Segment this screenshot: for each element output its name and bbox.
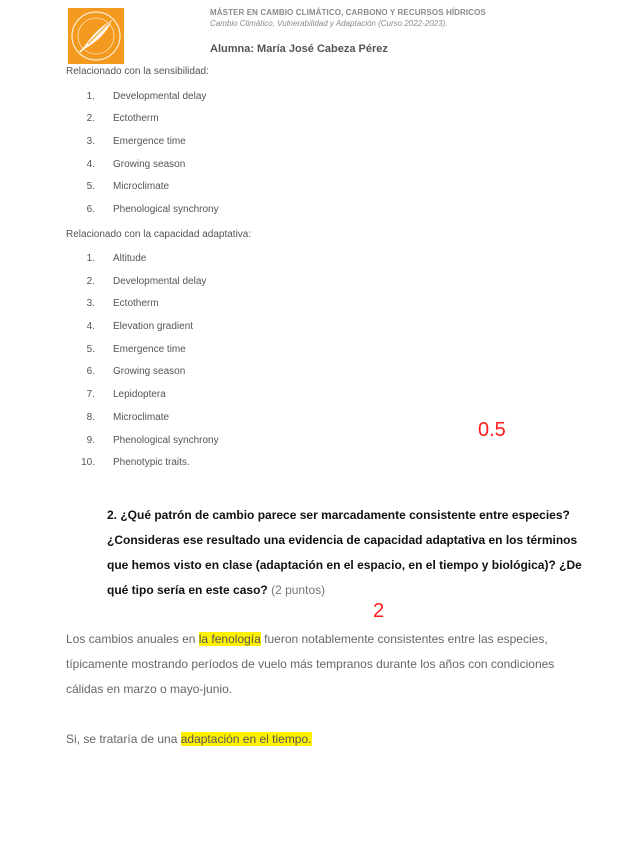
question-text — [107, 503, 597, 603]
answer-paragraph-2 — [66, 727, 586, 752]
feather-emblem-icon — [68, 8, 124, 64]
master-title: MÁSTER EN CAMBIO CLIMÁTICO, CARBONO Y RECURSOS HÍDRICOS — [210, 8, 486, 17]
answer-text: Si, se trataría de una — [66, 732, 181, 746]
course-title: Cambio Climático, Vulnerabilidad y Adaptación (Curso 2022-2023). — [210, 19, 448, 28]
highlighted-term: adaptación en el tiempo. — [180, 732, 312, 746]
answer-text: Los cambios anuales en — [66, 632, 199, 646]
sensitivity-heading: Relacionado con la sensibilidad: — [66, 66, 209, 77]
grade-annotation-second: 2 — [373, 600, 385, 622]
question-points: (2 puntos) — [271, 583, 326, 597]
question-body: 2. ¿Qué patrón de cambio parece ser marcadamente consistente entre especies? ¿Consideras ese resultado una evidencia de capacidad adaptativa en los términos que hemos visto en clase (adaptación en el espacio, en el tiempo y biológica)? ¿De qué tipo sería en este caso? — [107, 508, 582, 597]
grade-annotation-first: 0.5 — [478, 419, 506, 441]
student-name: Alumna: María José Cabeza Pérez — [210, 43, 388, 55]
university-logo — [68, 8, 124, 64]
answer-paragraph-1 — [66, 627, 586, 702]
answer-text: fueron notablemente consistentes entre las especies, típicamente mostrando períodos de vuelo más tempranos durante los años con condiciones cálidas en marzo o mayo-junio. — [66, 632, 555, 696]
highlighted-term: la fenología — [198, 632, 261, 646]
adaptive-heading: Relacionado con la capacidad adaptativa: — [66, 229, 252, 240]
